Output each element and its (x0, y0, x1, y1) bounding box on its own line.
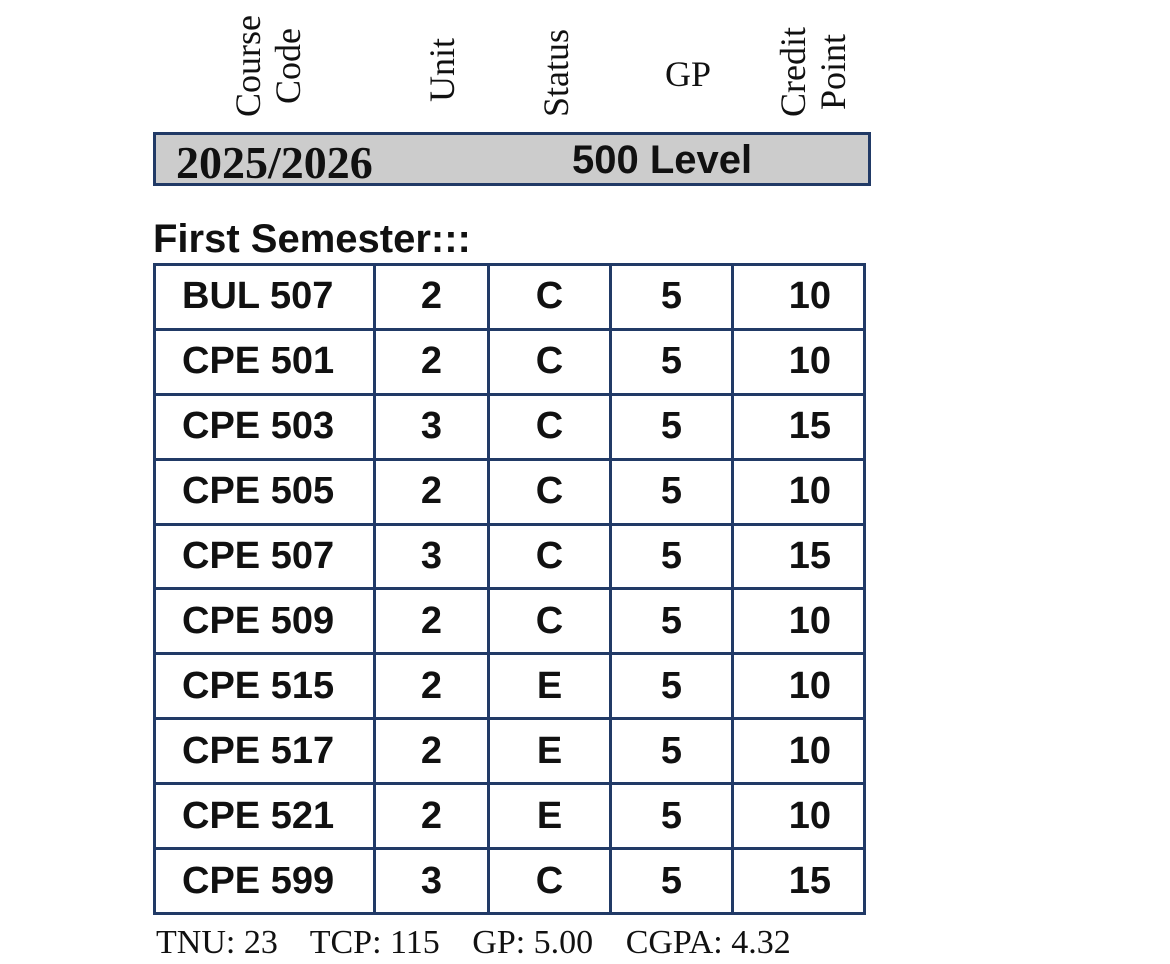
cell-course-code: CPE 509 (155, 589, 375, 654)
cell-course-code: CPE 515 (155, 654, 375, 719)
cell-course-code: CPE 599 (155, 849, 375, 914)
cell-unit: 2 (375, 784, 489, 849)
semester-title: First Semester::: (153, 217, 471, 261)
cell-unit: 2 (375, 265, 489, 330)
cell-course-code: BUL 507 (155, 265, 375, 330)
cell-unit: 2 (375, 654, 489, 719)
summary-gp: GP: 5.00 (472, 924, 594, 961)
table-row (155, 459, 865, 524)
table-row (155, 589, 865, 654)
header-status: Status (536, 28, 576, 118)
cell-credit-point: 15 (733, 394, 865, 459)
cell-unit: 3 (375, 524, 489, 589)
header-gp: GP (664, 54, 712, 94)
cell-course-code: CPE 503 (155, 394, 375, 459)
cell-credit-point: 10 (733, 784, 865, 849)
summary-tnu: TNU: 23 (156, 924, 278, 961)
table-row (155, 849, 865, 914)
cell-credit-point: 15 (733, 849, 865, 914)
cell-credit-point: 10 (733, 719, 865, 784)
cell-gp: 5 (611, 524, 733, 589)
header-credit-point: Credit Point (773, 27, 853, 117)
cell-gp: 5 (611, 394, 733, 459)
table-row (155, 654, 865, 719)
cell-course-code: CPE 501 (155, 329, 375, 394)
table-row (155, 524, 865, 589)
summary-line (156, 922, 791, 964)
cell-credit-point: 15 (733, 524, 865, 589)
header-course-code: Course Code (228, 15, 308, 117)
cell-status: E (489, 654, 611, 719)
cell-gp: 5 (611, 719, 733, 784)
table-row (155, 265, 865, 330)
cell-gp: 5 (611, 654, 733, 719)
cell-unit: 2 (375, 589, 489, 654)
cell-course-code: CPE 507 (155, 524, 375, 589)
cell-gp: 5 (611, 589, 733, 654)
cell-status: E (489, 784, 611, 849)
cell-course-code: CPE 517 (155, 719, 375, 784)
cell-gp: 5 (611, 784, 733, 849)
cell-unit: 2 (375, 459, 489, 524)
cell-gp: 5 (611, 459, 733, 524)
cell-gp: 5 (611, 849, 733, 914)
table-row (155, 394, 865, 459)
cell-status: C (489, 394, 611, 459)
cell-credit-point: 10 (733, 329, 865, 394)
cell-status: C (489, 265, 611, 330)
header-unit: Unit (422, 37, 462, 103)
cell-unit: 2 (375, 719, 489, 784)
session-level: 500 Level (572, 138, 753, 182)
cell-status: C (489, 524, 611, 589)
cell-gp: 5 (611, 329, 733, 394)
cell-credit-point: 10 (733, 265, 865, 330)
cell-credit-point: 10 (733, 589, 865, 654)
cell-status: C (489, 589, 611, 654)
cell-unit: 3 (375, 394, 489, 459)
cell-gp: 5 (611, 265, 733, 330)
column-headers (0, 0, 1170, 130)
cell-status: C (489, 459, 611, 524)
session-year: 2025/2026 (176, 137, 373, 188)
cell-status: E (489, 719, 611, 784)
cell-course-code: CPE 505 (155, 459, 375, 524)
summary-tcp: TCP: 115 (309, 924, 440, 961)
summary-cgpa: CGPA: 4.32 (625, 924, 791, 961)
session-bar (153, 132, 871, 186)
cell-credit-point: 10 (733, 654, 865, 719)
cell-credit-point: 10 (733, 459, 865, 524)
table-row (155, 784, 865, 849)
table-row (155, 329, 865, 394)
table-row (155, 719, 865, 784)
cell-status: C (489, 329, 611, 394)
course-table (153, 263, 866, 915)
cell-course-code: CPE 521 (155, 784, 375, 849)
cell-status: C (489, 849, 611, 914)
cell-unit: 3 (375, 849, 489, 914)
cell-unit: 2 (375, 329, 489, 394)
